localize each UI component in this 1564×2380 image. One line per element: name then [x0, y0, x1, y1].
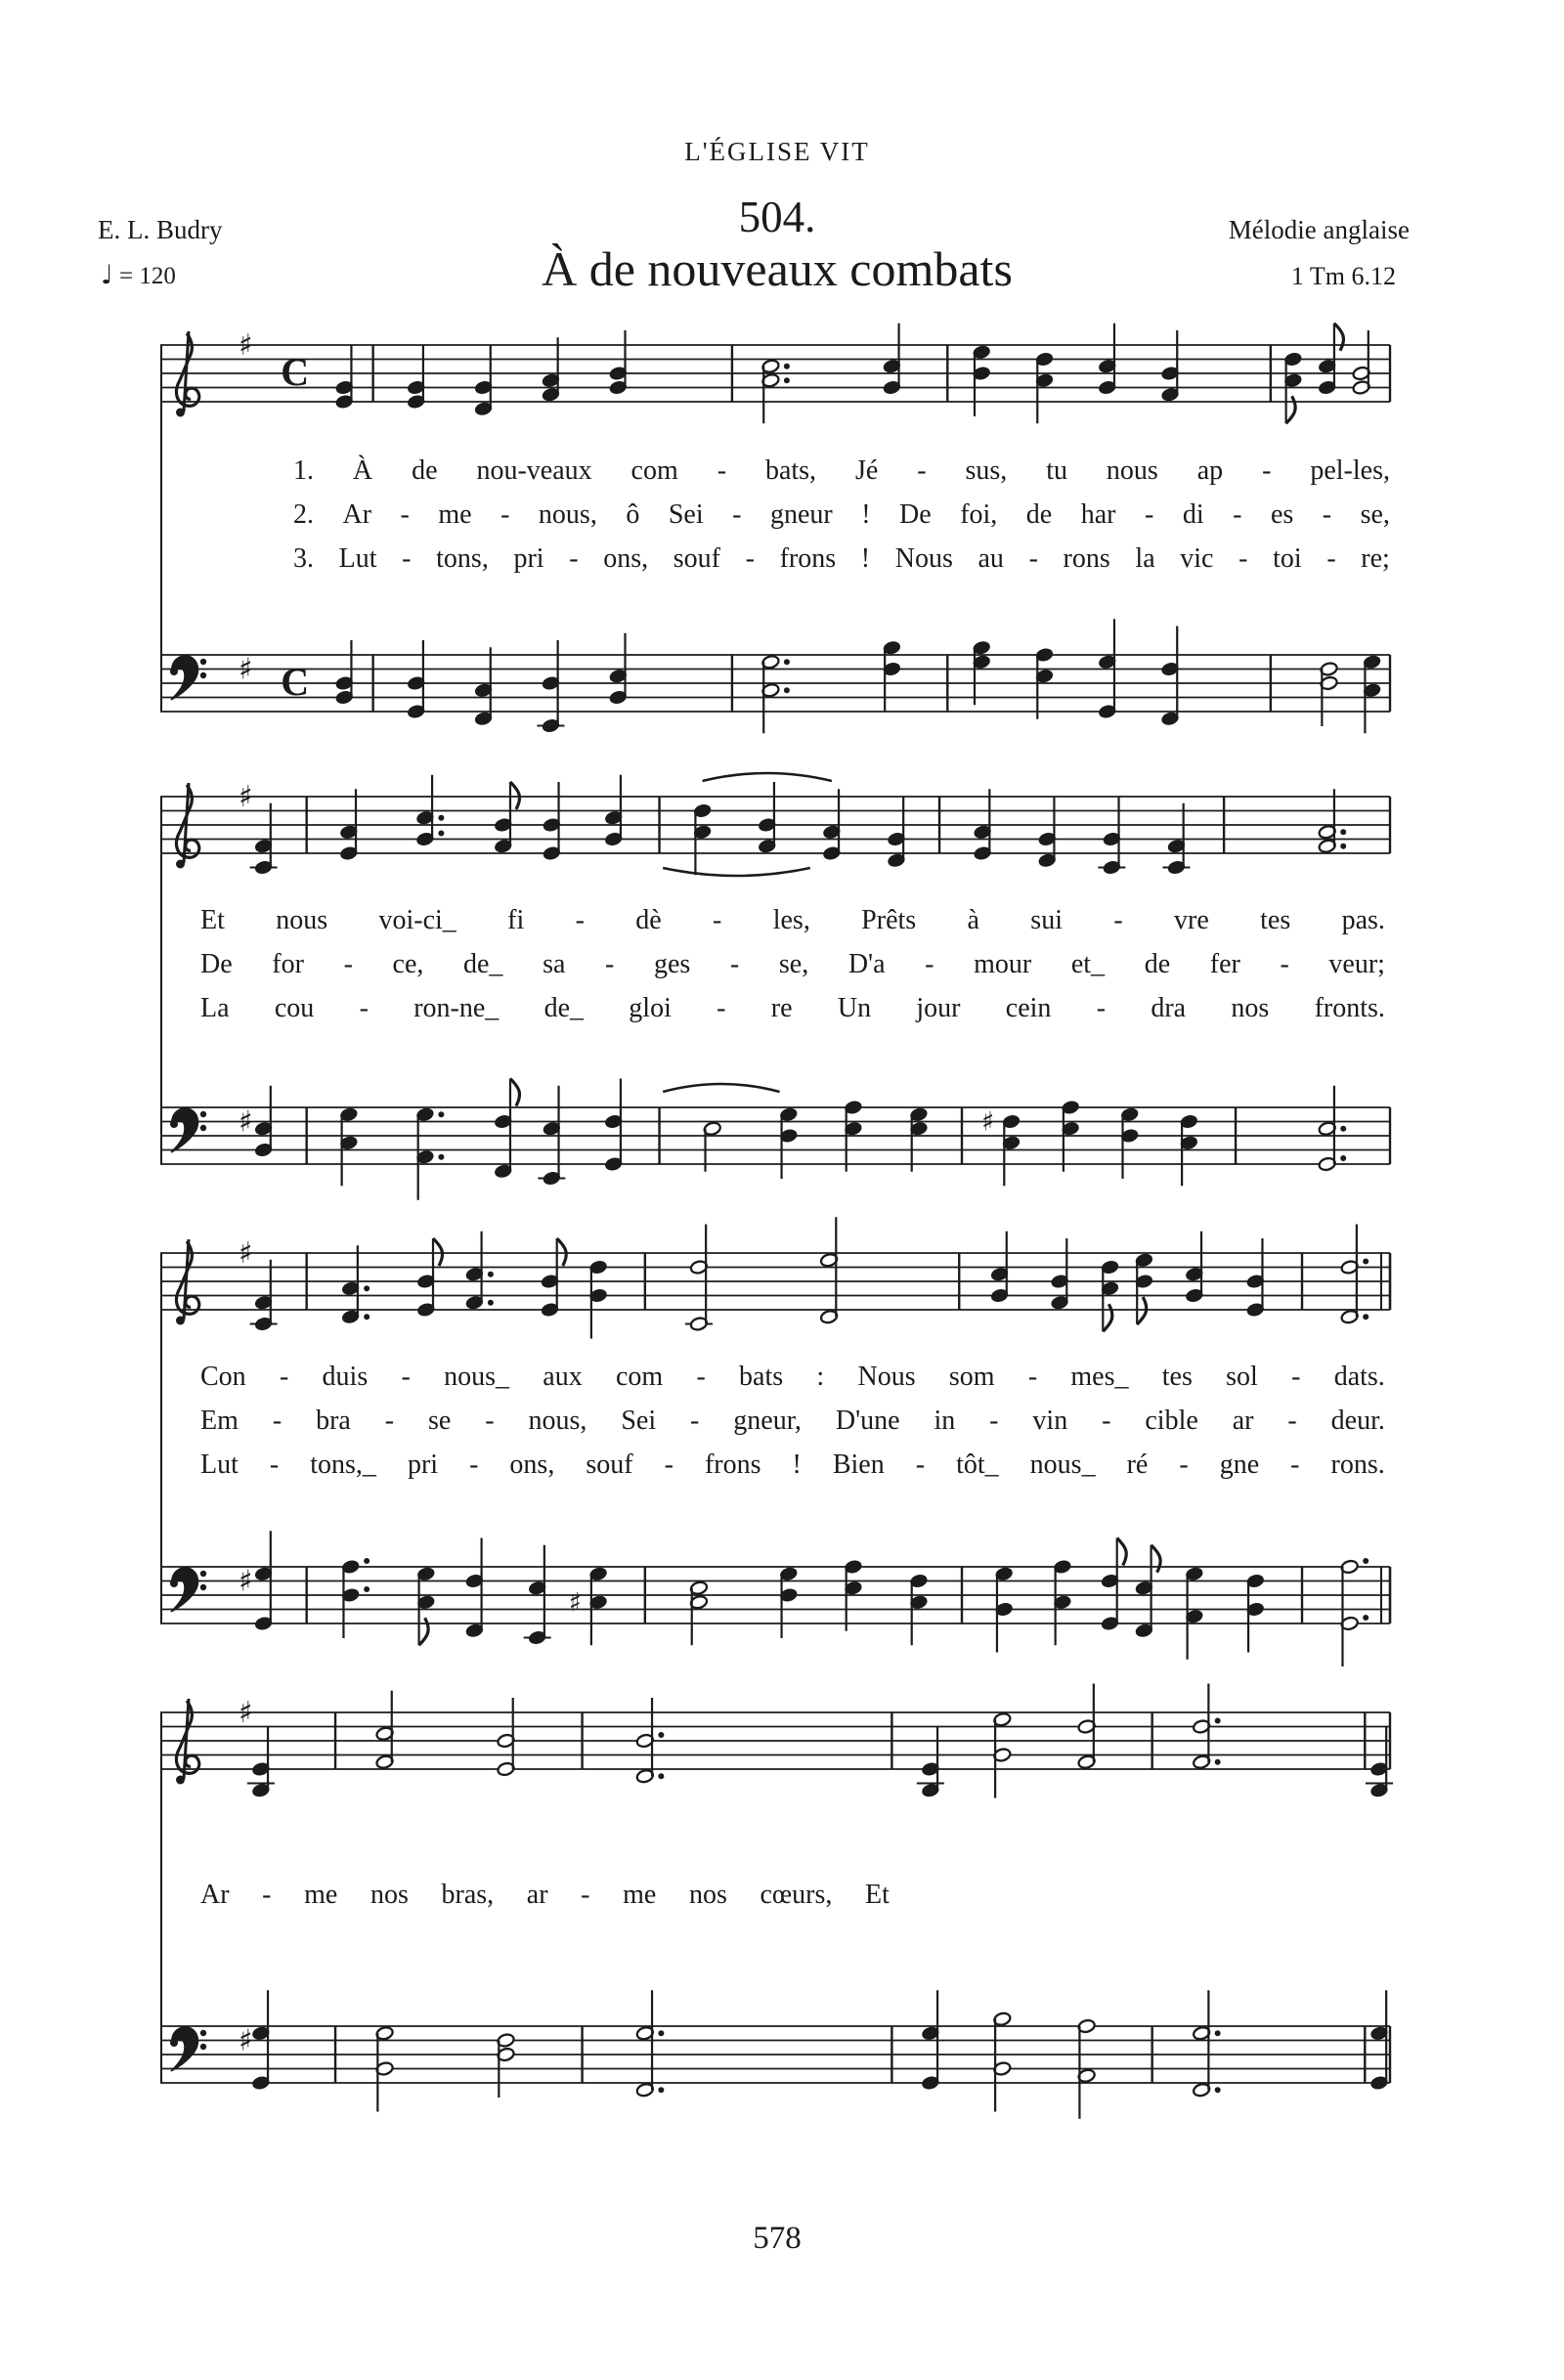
lyric-syllable: -	[384, 1406, 395, 1436]
lyric-syllable: Sei	[668, 499, 704, 530]
lyric-syllable: sa	[543, 949, 566, 979]
lyric-syllable: Ar	[342, 499, 372, 530]
lyric-syllable: -	[1102, 1406, 1111, 1436]
lyric-syllable: ons,	[509, 1450, 555, 1480]
lyric-syllable: souf	[586, 1450, 633, 1480]
bass-staff	[160, 1968, 1402, 2153]
lyric-syllable: sui	[1030, 905, 1063, 935]
lyric-syllable: -	[732, 499, 742, 530]
lyric-syllable: de	[412, 455, 438, 486]
lyrics-line	[200, 1406, 1385, 1437]
lyric-syllable: et_	[1070, 949, 1106, 979]
lyric-syllable: som	[948, 1362, 995, 1392]
key-signature-sharp: ♯	[238, 1696, 253, 1730]
lyrics-line	[200, 993, 1385, 1024]
lyric-syllable: -	[581, 1880, 590, 1910]
lyric-syllable: La	[200, 993, 230, 1023]
lyric-syllable: nous,	[538, 499, 597, 530]
slur	[663, 1084, 779, 1092]
lyric-syllable: Lut	[200, 1450, 239, 1480]
lyric-syllable: sol	[1226, 1362, 1258, 1392]
lyric-syllable: tes	[1161, 1362, 1193, 1392]
lyric-syllable: D'une	[835, 1406, 900, 1436]
lyric-syllable: Et	[200, 905, 225, 935]
lyric-syllable: me	[623, 1880, 657, 1910]
lyrics-line	[200, 1450, 1385, 1481]
lyric-syllable: -	[262, 1880, 272, 1910]
lyric-syllable: ar	[526, 1880, 548, 1910]
lyric-syllable: -	[272, 1406, 282, 1436]
lyric-syllable: -	[1096, 993, 1107, 1023]
lyric-syllable: fer	[1209, 949, 1240, 979]
lyric-syllable: -	[1179, 1450, 1189, 1480]
lyric-syllable: tons,	[436, 543, 489, 574]
lyric-syllable: -	[664, 1450, 673, 1480]
lyric-syllable: -	[469, 1450, 479, 1480]
lyric-syllable: -	[1280, 949, 1289, 979]
lyric-syllable: -	[696, 1362, 706, 1392]
time-signature: C	[281, 660, 310, 704]
lyric-syllable: veur;	[1328, 949, 1385, 979]
lyric-syllable: bats,	[764, 455, 817, 486]
lyric-syllable: de	[1144, 949, 1171, 979]
system-barline	[160, 345, 162, 712]
lyric-syllable: pri	[513, 543, 544, 574]
key-signature-sharp: ♯	[238, 2023, 253, 2058]
lyric-syllable: -	[569, 543, 579, 574]
lyric-syllable: nous	[276, 905, 328, 935]
lyric-syllable: !	[861, 499, 871, 530]
lyric-syllable: bras,	[441, 1880, 495, 1910]
lyric-syllable: toi	[1273, 543, 1302, 574]
lyric-syllable: voi-ci_	[378, 905, 456, 935]
lyric-syllable: de	[1025, 499, 1053, 530]
lyric-syllable: Nous	[894, 543, 953, 574]
lyric-syllable: -	[359, 993, 369, 1023]
lyric-syllable: de_	[463, 949, 503, 979]
time-signature: C	[281, 350, 310, 394]
lyric-syllable: mour	[974, 949, 1032, 979]
lyric-syllable: la	[1135, 543, 1155, 574]
lyric-syllable: -	[917, 455, 927, 486]
lyric-syllable: Et	[865, 1880, 890, 1910]
lyric-syllable: -	[575, 905, 585, 935]
lyric-syllable: re	[770, 993, 793, 1023]
lyric-syllable: !	[792, 1450, 802, 1480]
lyric-syllable: -	[717, 993, 726, 1023]
lyric-syllable: Lut	[338, 543, 377, 574]
lyric-syllable: nous	[1106, 455, 1158, 486]
lyric-syllable: Ar	[200, 1880, 230, 1910]
bass-clef-icon	[170, 656, 206, 700]
scripture-reference: 1 Tm 6.12	[1290, 262, 1396, 290]
lyric-syllable: deur.	[1330, 1406, 1385, 1436]
lyric-syllable: dats.	[1333, 1362, 1385, 1392]
lyric-syllable: com	[615, 1362, 664, 1392]
lyric-syllable: -	[1262, 455, 1272, 486]
lyric-syllable: à	[967, 905, 979, 935]
lyric-syllable: -	[1238, 543, 1248, 574]
lyric-syllable: tons,_	[310, 1450, 376, 1480]
lyric-syllable: Prêts	[861, 905, 917, 935]
lyric-syllable: nous,	[528, 1406, 587, 1436]
lyric-syllable: fronts.	[1314, 993, 1385, 1023]
section-title: L'ÉGLISE VIT	[684, 137, 870, 166]
lyric-syllable: ré	[1126, 1450, 1149, 1480]
lyric-syllable: Sei	[621, 1406, 657, 1436]
lyric-syllable: -	[989, 1406, 999, 1436]
lyric-syllable: -	[1287, 1406, 1297, 1436]
lyric-syllable: 3.	[293, 543, 314, 574]
lyric-syllable: -	[500, 499, 510, 530]
lyric-syllable: -	[401, 1362, 411, 1392]
lyric-syllable: bats	[739, 1362, 784, 1392]
lyrics-line	[293, 455, 1390, 487]
lyric-syllable: bra	[316, 1406, 351, 1436]
lyric-syllable: -	[1233, 499, 1242, 530]
lyric-syllable: À	[352, 455, 373, 486]
lyric-syllable: nou-veaux	[476, 455, 592, 486]
lyric-syllable: es	[1270, 499, 1294, 530]
author-credit: E. L. Budry	[98, 215, 223, 244]
lyric-syllable: in	[934, 1406, 956, 1436]
bass-clef-icon	[170, 1568, 206, 1612]
lyric-syllable: foi,	[960, 499, 998, 530]
lyrics-line	[200, 905, 1385, 936]
bass-clef-icon	[170, 2027, 206, 2071]
lyric-syllable: pri	[407, 1450, 439, 1480]
treble-staff	[160, 1194, 1402, 1380]
lyric-syllable: ons,	[603, 543, 649, 574]
lyrics-line	[293, 543, 1390, 575]
lyric-syllable: pas.	[1341, 905, 1385, 935]
lyric-syllable: nous_	[444, 1362, 509, 1392]
treble-staff	[160, 286, 1402, 472]
lyric-syllable: -	[717, 455, 727, 486]
lyric-syllable: aux	[543, 1362, 583, 1392]
lyric-syllable: :	[816, 1362, 825, 1392]
lyric-syllable: Jé	[854, 455, 879, 486]
lyric-syllable: vic	[1180, 543, 1214, 574]
lyric-syllable: De	[899, 499, 932, 530]
accidental-sharp: ♯	[981, 1106, 995, 1138]
lyric-syllable: Nous	[857, 1362, 916, 1392]
lyric-syllable: frons	[704, 1450, 761, 1480]
hymn-title: À de nouveaux combats	[542, 241, 1013, 296]
lyric-syllable: -	[925, 949, 934, 979]
slur	[703, 773, 832, 781]
lyric-syllable: me	[438, 499, 472, 530]
lyric-syllable: vre	[1174, 905, 1209, 935]
lyric-syllable: cein	[1005, 993, 1052, 1023]
lyric-syllable: nos	[1231, 993, 1270, 1023]
slur	[663, 868, 810, 876]
lyric-syllable: -	[269, 1450, 280, 1480]
lyric-syllable: -	[279, 1362, 289, 1392]
lyric-syllable: se,	[778, 949, 809, 979]
lyric-syllable: Con	[200, 1362, 246, 1392]
lyric-syllable: -	[605, 949, 615, 979]
lyric-syllable: sus,	[965, 455, 1008, 486]
lyric-syllable: har	[1080, 499, 1116, 530]
page-number: 578	[753, 2221, 802, 2256]
lyric-syllable: -	[485, 1406, 495, 1436]
lyric-syllable: -	[1027, 1362, 1038, 1392]
lyric-syllable: rons.	[1330, 1450, 1385, 1480]
lyric-syllable: jour	[916, 993, 961, 1023]
key-signature-sharp: ♯	[238, 780, 253, 814]
lyric-syllable: Bien	[832, 1450, 885, 1480]
lyric-syllable: pel-les,	[1310, 455, 1390, 486]
lyric-syllable: nos	[688, 1880, 727, 1910]
lyric-syllable: ron-ne_	[413, 993, 500, 1023]
lyric-syllable: -	[1028, 543, 1038, 574]
lyric-syllable: -	[343, 949, 353, 979]
lyric-syllable: -	[1291, 1362, 1301, 1392]
lyric-syllable: re;	[1361, 543, 1390, 574]
lyric-syllable: -	[1113, 905, 1123, 935]
key-signature-sharp: ♯	[238, 652, 253, 687]
lyric-syllable: ô	[626, 499, 640, 530]
melody-credit: Mélodie anglaise	[1228, 215, 1410, 244]
lyric-syllable: cou	[274, 993, 315, 1023]
tempo-value: = 120	[119, 263, 176, 289]
lyric-syllable: -	[1326, 543, 1336, 574]
lyric-syllable: Em	[200, 1406, 239, 1436]
lyric-syllable: !	[860, 543, 871, 574]
lyric-syllable: vin	[1032, 1406, 1068, 1436]
system-barline	[160, 1712, 162, 2083]
lyric-syllable: -	[690, 1406, 700, 1436]
lyric-syllable: -	[713, 905, 722, 935]
lyrics-line	[200, 949, 1385, 980]
lyric-syllable: dè	[635, 905, 662, 935]
lyric-syllable: D'a	[847, 949, 886, 979]
lyrics-line	[293, 499, 1390, 531]
lyric-syllable: de_	[543, 993, 584, 1023]
lyric-syllable: ar	[1232, 1406, 1254, 1436]
accidental-sharp: ♯	[568, 1587, 582, 1619]
lyric-syllable: tes	[1260, 905, 1291, 935]
lyric-syllable: se	[428, 1406, 452, 1436]
lyric-syllable: nos	[369, 1880, 409, 1910]
lyric-syllable: cible	[1145, 1406, 1198, 1436]
lyric-syllable: gloi	[629, 993, 672, 1023]
lyric-syllable: com	[630, 455, 678, 486]
lyric-syllable: ap	[1196, 455, 1224, 486]
lyric-syllable: gne	[1219, 1450, 1260, 1480]
system-barline	[160, 797, 162, 1164]
lyric-syllable: 1.	[293, 455, 314, 486]
lyric-syllable: au	[978, 543, 1004, 574]
lyric-syllable: 2.	[293, 499, 314, 530]
key-signature-sharp: ♯	[238, 1236, 253, 1271]
bass-clef-icon	[170, 1108, 206, 1152]
lyric-syllable: fi	[507, 905, 525, 935]
lyric-syllable: tôt_	[956, 1450, 999, 1480]
lyric-syllable: souf	[673, 543, 720, 574]
lyric-syllable: -	[400, 499, 410, 530]
lyric-syllable: cœurs,	[760, 1880, 833, 1910]
lyric-syllable: nous_	[1029, 1450, 1096, 1480]
lyric-syllable: for	[272, 949, 304, 979]
quarter-note-icon: ♩	[101, 260, 113, 290]
lyric-syllable: ges	[653, 949, 691, 979]
lyric-syllable: dra	[1151, 993, 1187, 1023]
lyric-syllable: frons	[779, 543, 837, 574]
lyrics-line	[200, 1362, 1385, 1393]
lyric-syllable: les,	[772, 905, 810, 935]
hymn-number: 504.	[738, 193, 816, 241]
lyric-syllable: -	[1290, 1450, 1300, 1480]
lyric-syllable: tu	[1046, 455, 1067, 486]
lyric-syllable: duis	[322, 1362, 369, 1392]
lyric-syllable: Un	[837, 993, 872, 1023]
key-signature-sharp: ♯	[238, 328, 253, 363]
treble-staff	[160, 738, 1402, 924]
treble-staff	[160, 1654, 1402, 1839]
lyric-syllable: -	[745, 543, 755, 574]
key-signature-sharp: ♯	[238, 1564, 253, 1599]
lyric-syllable: -	[402, 543, 412, 574]
lyric-syllable: me	[304, 1880, 338, 1910]
lyric-syllable: di	[1182, 499, 1204, 530]
lyrics-line	[200, 1880, 890, 1911]
lyric-syllable: De	[200, 949, 233, 979]
lyric-syllable: -	[1322, 499, 1332, 530]
lyric-syllable: mes_	[1070, 1362, 1129, 1392]
lyric-syllable: ce,	[392, 949, 424, 979]
key-signature-sharp: ♯	[238, 1104, 253, 1140]
lyric-syllable: -	[729, 949, 740, 979]
lyric-syllable: rons	[1063, 543, 1110, 574]
lyric-syllable: -	[915, 1450, 926, 1480]
lyric-syllable: gneur	[769, 499, 833, 530]
lyric-syllable: se,	[1360, 499, 1390, 530]
lyric-syllable: -	[1145, 499, 1154, 530]
lyric-syllable: gneur,	[733, 1406, 802, 1436]
system-barline	[160, 1253, 162, 1623]
